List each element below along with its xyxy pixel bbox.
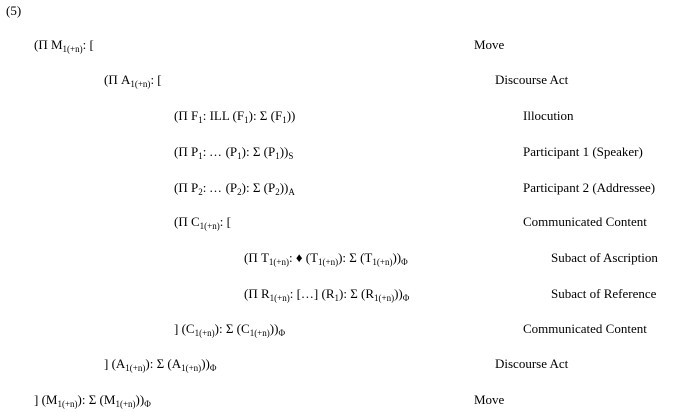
- formula-move-open: (Π $M_{1(+n)}$: [: [34, 37, 94, 54]
- label-discourse-act-open: Discourse Act: [495, 72, 569, 87]
- formula-move-close: ] $(M_{1(+n)})$: Σ $(M_{1(+n)}))_\Phi$: [34, 392, 151, 409]
- label-move-close: Move: [474, 392, 505, 407]
- formula-subact-ascription: (Π $T_{1(+n)}$: ♦ $(T_{1(+n)})$: Σ $(T_{1(+n)}))_\Phi$: [244, 250, 408, 267]
- label-communicated-content-open: Communicated Content: [523, 214, 647, 229]
- label-participant-1: Participant 1 (Speaker): [523, 144, 643, 159]
- label-subact-reference: Subact of Reference: [551, 286, 657, 301]
- label-discourse-act-close: Discourse Act: [495, 356, 569, 371]
- formula-participant-1: (Π $P_1$: ... $(P_1)$: Σ $(P_1))_S$: [174, 144, 294, 161]
- formula-illocution: (Π $F_1$: ILL $(F_1)$: Σ $(F_1)$): [174, 108, 296, 125]
- label-illocution: Illocution: [523, 108, 574, 123]
- example-number: (5): [6, 3, 22, 18]
- formula-communicated-content-close: ] $(C_{1(+n)})$: Σ $(C_{1(+n)}))_\Phi$: [174, 321, 286, 338]
- formula-discourse-act-open: (Π $A_{1(+n)}$: [: [104, 72, 162, 89]
- label-move-open: Move: [474, 37, 505, 52]
- formula-subact-reference: (Π $R_{1(+n)}$: […] $(R_1)$: Σ $(R_{1(+n)}))_\Phi$: [244, 286, 410, 303]
- formula-communicated-content-open: (Π $C_{1(+n)}$: [: [174, 214, 231, 231]
- label-participant-2: Participant 2 (Addressee): [523, 180, 656, 195]
- formula-participant-2: (Π $P_2$: ... $(P_2)$: Σ $(P_2))_A$: [174, 180, 295, 197]
- label-communicated-content-close: Communicated Content: [523, 321, 647, 336]
- formula-discourse-act-close: ] $(A_{1(+n)})$: Σ $(A_{1(+n)}))_\Phi$: [104, 356, 217, 373]
- label-subact-ascription: Subact of Ascription: [551, 250, 658, 265]
